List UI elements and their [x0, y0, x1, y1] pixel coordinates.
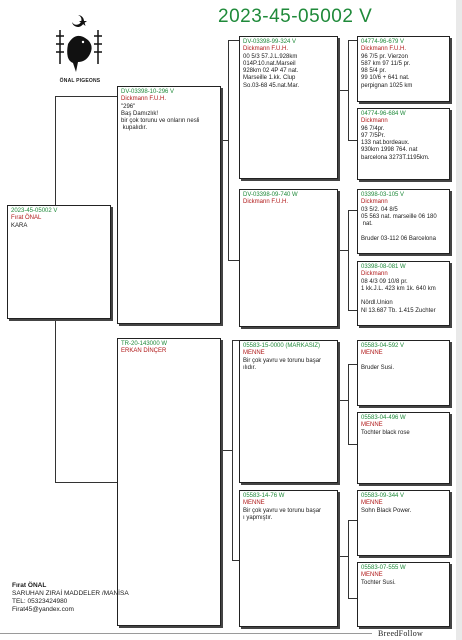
pedigree-note-line	[361, 358, 446, 365]
pedigree-card-dsd[interactable]	[357, 412, 450, 484]
connector	[348, 40, 357, 41]
ring-number: 04774-96-679 V	[361, 39, 405, 45]
pedigree-note-line: Bruder 03-112 06 Barcelona	[361, 235, 436, 242]
pedigree-note-line: perpignan 1025 km	[361, 82, 413, 89]
pedigree-note-line: 99 10/6 + 641 nat.	[361, 75, 410, 82]
owner-name: Dickmann F.U.H.	[243, 46, 289, 53]
owner-name: MENNE	[361, 422, 383, 429]
pedigree-note-line: Sohn Black Power.	[361, 507, 412, 514]
connector	[338, 400, 349, 401]
pedigree-note-line	[361, 293, 446, 300]
pedigree-card-dss[interactable]	[357, 340, 450, 406]
connector	[221, 140, 229, 141]
pedigree-card-sss[interactable]	[357, 36, 450, 102]
pedigree-note-line: 928km 02 4P 47 nat.	[243, 68, 299, 75]
connector	[338, 556, 349, 557]
pedigree-note-line: ılıdır.	[243, 364, 257, 371]
pedigree-note-line: Tochter Susi.	[361, 579, 396, 586]
breeder-contact	[12, 582, 212, 614]
pedigree-note-line: 96 7/5 pr. Vierzon	[361, 53, 408, 60]
connector	[338, 90, 349, 91]
owner-name: MENNE	[243, 350, 265, 357]
ring-number: 05583-04-496 W	[361, 415, 406, 421]
ring-number: 05583-15-0000 (MARKASIZ)	[243, 343, 321, 349]
connector	[55, 482, 118, 483]
owner-name: MENNE	[361, 350, 383, 357]
ring-number: DV-03398-09-740 W	[243, 192, 298, 198]
pedigree-note-line: Bir çok yavru ve torunu başar	[243, 357, 322, 364]
pedigree-note-line: 133 nat.bordeaux.	[361, 140, 410, 147]
pedigree-card-sire[interactable]	[117, 86, 221, 324]
pedigree-note-line: nat.	[361, 221, 373, 228]
connector	[348, 140, 357, 141]
owner-name: Dickmann	[361, 118, 388, 125]
breeder-address: SARUHAN ZIRAİ MADDELER /MANİSA	[12, 590, 129, 597]
ring-number: 03398-03-105 V	[361, 192, 405, 198]
ring-number: 05583-14-76 W	[243, 493, 285, 499]
pedigree-note-line: Marseille 1.kk. Clup	[243, 75, 296, 82]
pedigree-note-line: Tochter black rose	[361, 429, 410, 436]
connector	[348, 444, 357, 445]
connector	[348, 310, 357, 311]
owner-name: MENNE	[361, 572, 383, 579]
pedigree-note-line: 98 5/4 pr.	[361, 68, 387, 75]
pedigree-note-line: 96 7/4pr.	[361, 125, 385, 132]
connector	[228, 260, 239, 261]
connector	[348, 210, 349, 310]
pedigree-card-dam-dam[interactable]	[239, 490, 338, 627]
page-edge	[456, 0, 462, 640]
connector	[228, 40, 239, 41]
ring-number: 03398-08-081 W	[361, 264, 406, 270]
connector	[348, 520, 357, 521]
owner-name: Dickmann	[361, 271, 388, 278]
owner-name: Dickmann F.U.H.	[243, 199, 289, 206]
ring-number: DV-03398-99-324 V	[243, 39, 297, 45]
pedigree-card-sire-dam[interactable]	[239, 189, 338, 327]
pedigree-note-line: KARA	[11, 222, 28, 229]
owner-name: MENNE	[361, 500, 383, 507]
ring-number: 05583-07-555 W	[361, 565, 406, 571]
pedigree-note-line: Bruder Susi.	[361, 364, 395, 371]
owner-name: Dickmann F.U.H.	[121, 96, 167, 103]
pedigree-note-line: kupalıdır.	[121, 125, 148, 132]
connector	[348, 598, 357, 599]
connector	[348, 364, 349, 444]
owner-name: ERKAN DİNÇER	[121, 348, 167, 355]
pedigree-note-line: 97 7/5Pr.	[361, 132, 386, 139]
ring-number: TR-20-143000 W	[121, 341, 168, 347]
owner-name: Dickmann	[361, 199, 388, 206]
pedigree-note-line: 03 5/2. 04 8/5	[361, 206, 398, 213]
owner-name: Fırat ÖNAL	[11, 215, 42, 222]
pedigree-card-dds[interactable]	[357, 490, 450, 556]
pedigree-note-line: 014P.10.nat.Marseil	[243, 60, 296, 67]
connector	[55, 96, 56, 206]
pedigree-note-line: 00 5/3 57.J.L.928km	[243, 53, 298, 60]
pedigree-number-title: 2023-45-05002 V	[218, 6, 373, 27]
pedigree-card-sds[interactable]	[357, 189, 450, 254]
ring-number: DV-03398-10-296 V	[121, 89, 175, 95]
ring-number: 04774-96-684 W	[361, 111, 406, 117]
pedigree-note-line: "296"	[121, 103, 136, 110]
breedfollow-brand: BreedFollow	[378, 629, 424, 638]
pedigree-card-ddd[interactable]	[357, 562, 450, 627]
connector	[55, 96, 118, 97]
owner-name: MENNE	[243, 500, 265, 507]
pedigree-note-line: Baş Damızlık!	[121, 110, 159, 117]
breeder-phone: TEL: 05323424980	[12, 598, 68, 605]
pedigree-note-line	[361, 228, 446, 235]
pedigree-note-line: So.03-68 45.nat.Mar.	[243, 82, 300, 89]
pedigree-card-sire-sire[interactable]	[239, 36, 338, 179]
pedigree-note-line: bir çok torunu ve onların nesli	[121, 118, 200, 125]
connector	[348, 364, 357, 365]
pedigree-note-line: barcelona 3273T.1195km.	[361, 154, 430, 161]
pedigree-note-line: 1 kk.J.L. 423 km 1k. 640 km	[361, 285, 436, 292]
pedigree-note-line: 587 km 97 11/5 pr.	[361, 60, 411, 67]
connector	[348, 520, 349, 598]
pedigree-card-subject[interactable]	[7, 205, 111, 319]
connector	[348, 210, 357, 211]
pedigree-note-line: ı yapmıştır.	[243, 514, 273, 521]
page-divider	[0, 633, 372, 634]
pedigree-card-dam-sire[interactable]	[239, 340, 338, 483]
pigeon-logo-icon	[50, 14, 108, 80]
pedigree-note-line: 930km 1998 764. nat	[361, 147, 418, 154]
pedigree-note-line: 08 4/3 09 10/8 pr.	[361, 278, 408, 285]
ring-number: 05583-09-344 V	[361, 493, 405, 499]
logo-brand-text: ÖNAL PIGEONS	[59, 78, 101, 84]
pedigree-card-sdd[interactable]	[357, 261, 450, 326]
connector	[338, 250, 349, 251]
owner-name: Dickmann F.U.H.	[361, 46, 407, 53]
ring-number: 2023-45-05002 V	[11, 208, 58, 214]
pedigree-note-line: Bir çok yavru ve torunu başar	[243, 507, 322, 514]
connector	[228, 40, 229, 260]
pedigree-card-ssd[interactable]	[357, 108, 450, 180]
connector	[221, 450, 233, 451]
pedigree-note-line: 05 563 nat. marseille 06 180	[361, 213, 437, 220]
breeder-name: Fırat ÖNAL	[12, 582, 47, 589]
pedigree-note-line: Nl 13.687 Tb. 1.415 Zuchter	[361, 307, 436, 314]
ring-number: 05583-04-592 V	[361, 343, 405, 349]
breeder-email: Firat45@yandex.com	[12, 606, 74, 613]
connector	[55, 318, 56, 482]
pedigree-note-line: Nördl.Union	[361, 300, 393, 307]
